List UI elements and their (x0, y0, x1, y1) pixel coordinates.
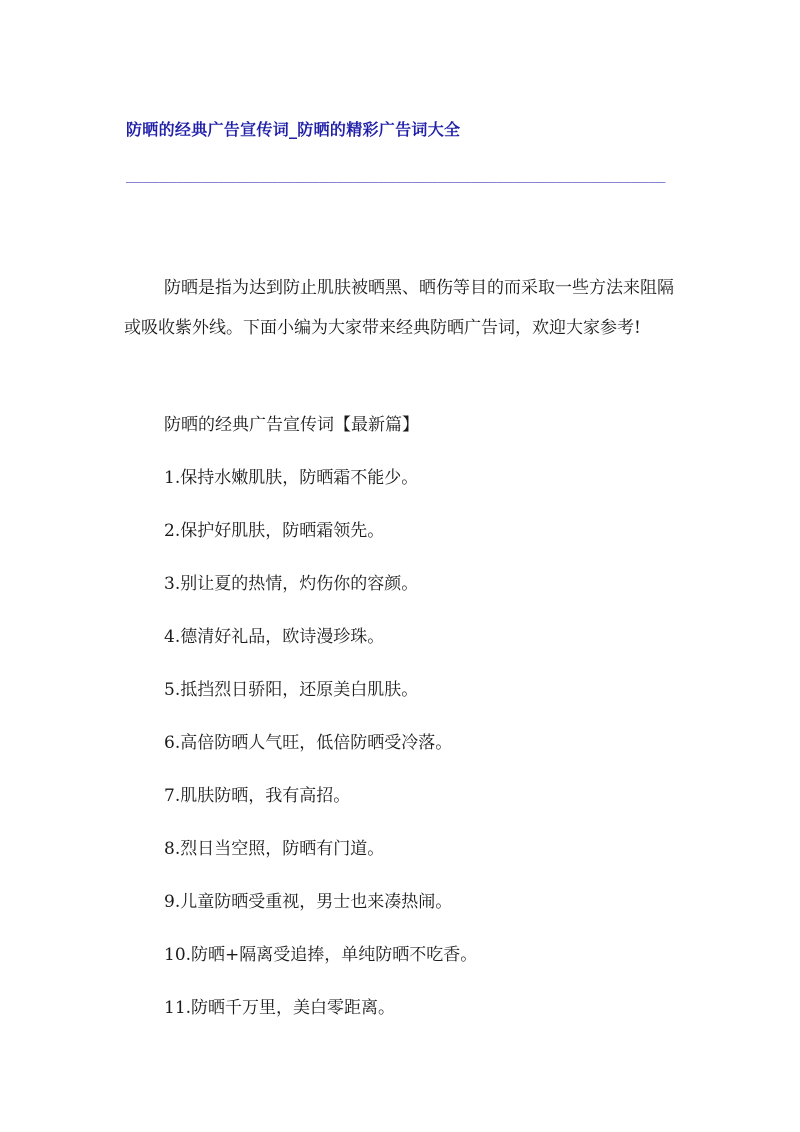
list-item: 3.别让夏的热情，灼伤你的容颜。 (164, 574, 419, 594)
list-item: 4.德清好礼品，欧诗漫珍珠。 (164, 627, 385, 647)
list-item: 1.保持水嫩肌肤，防晒霜不能少。 (164, 468, 419, 488)
list-item: 7.肌肤防晒，我有高招。 (164, 786, 351, 806)
slogan-section (124, 405, 676, 1041)
list-item: 9.儿童防晒受重视，男士也来凑热闹。 (164, 892, 453, 912)
list-item: 11.防晒千万里，美白零距离。 (164, 998, 396, 1018)
section-heading: 防晒的经典广告宣传词【最新篇】 (164, 415, 419, 435)
document-title: 防晒的经典广告宣传词_防晒的精彩广告词大全 (126, 120, 461, 139)
title-underline: ________________________________________________________________ (126, 167, 666, 183)
list-item: 8.烈日当空照，防晒有门道。 (164, 839, 385, 859)
intro-text: 防晒是指为达到防止肌肤被晒黑、晒伤等目的而采取一些方法来阻隔或吸收紫外线。下面小编为大家带来经典防晒广告词，欢迎大家参考! (124, 278, 674, 338)
list-item: 10.防晒+隔离受追捧，单纯防晒不吃香。 (164, 945, 478, 965)
list-item: 5.抵挡烈日骄阳，还原美白肌肤。 (164, 680, 419, 700)
intro-paragraph (124, 268, 676, 348)
list-item: 6.高倍防晒人气旺，低倍防晒受冷落。 (164, 733, 453, 753)
list-item: 2.保护好肌肤，防晒霜领先。 (164, 521, 385, 541)
